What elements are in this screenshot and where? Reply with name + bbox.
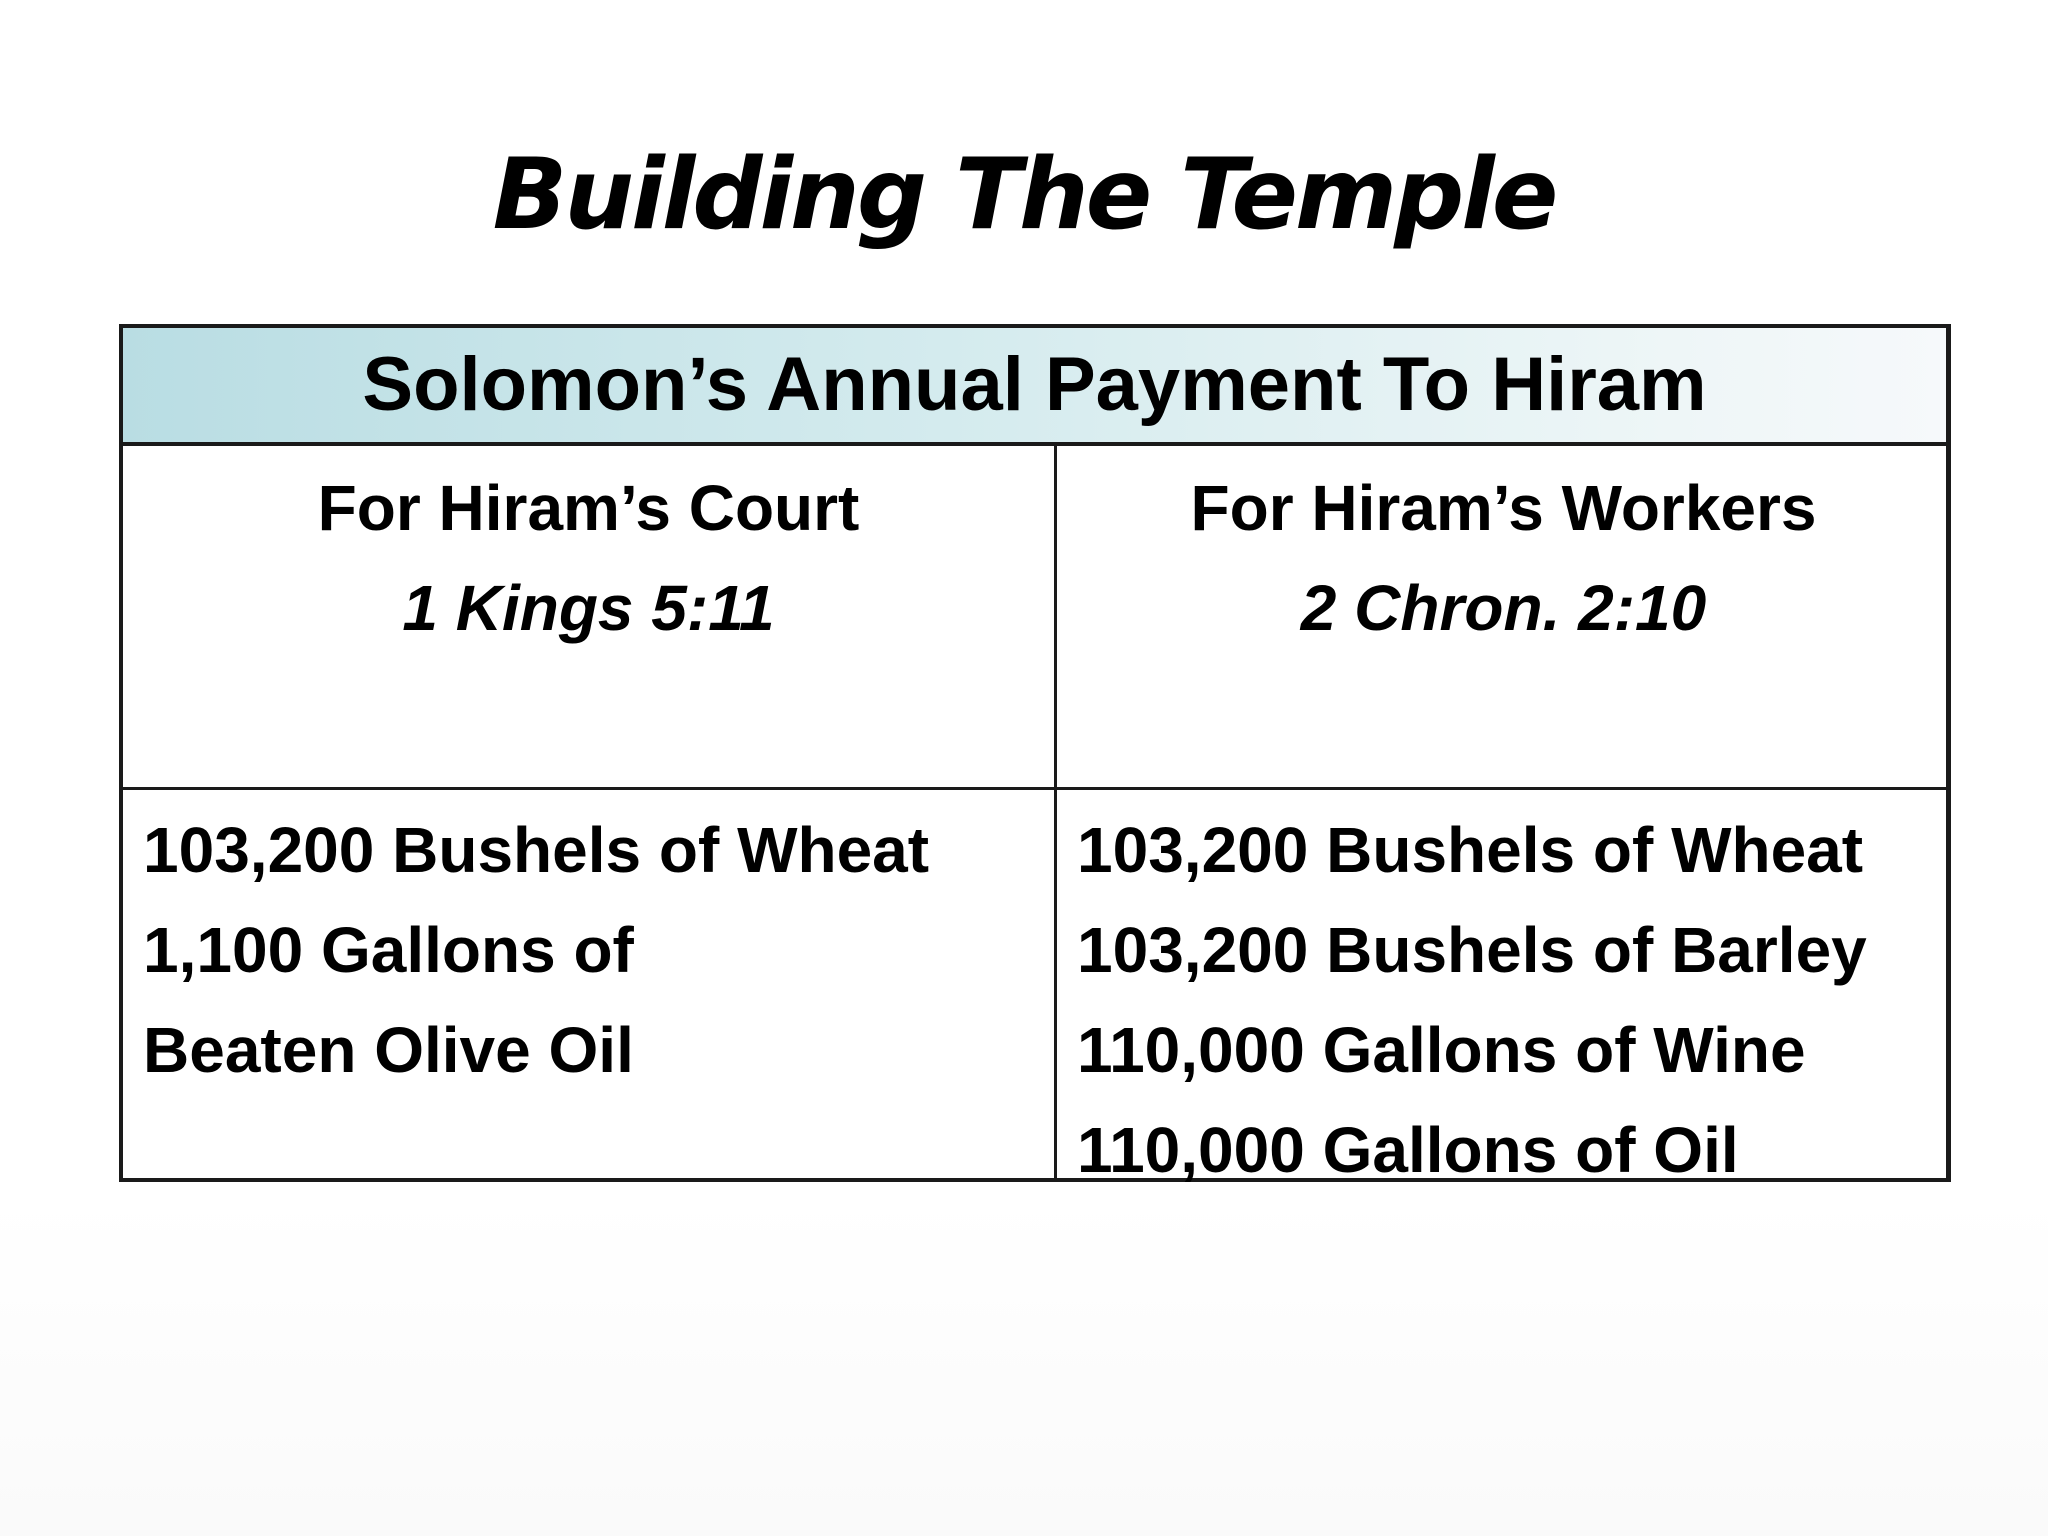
row-divider [123, 787, 1946, 790]
table-header-text: Solomon’s Annual Payment To Hiram [362, 342, 1707, 427]
workers-item: 110,000 Gallons of Oil [1077, 1114, 1739, 1186]
table-header [123, 328, 1946, 446]
workers-item: 103,200 Bushels of Wheat [1077, 814, 1864, 886]
court-item: 103,200 Bushels of Wheat [143, 814, 930, 886]
workers-items [1077, 800, 1947, 1200]
workers-column-heading [1057, 458, 1950, 658]
court-column-heading [123, 458, 1054, 658]
court-items [143, 800, 1048, 1100]
workers-item: 110,000 Gallons of Wine [1077, 1014, 1806, 1086]
workers-item: 103,200 Bushels of Barley [1077, 914, 1867, 986]
payment-table [119, 324, 1951, 1186]
workers-heading: For Hiram’s Workers [1190, 472, 1817, 544]
court-item: 1,100 Gallons of [143, 914, 634, 986]
workers-reference: 2 Chron. 2:10 [1300, 572, 1707, 644]
slide-title: Building The Temple [492, 138, 1556, 252]
court-item: Beaten Olive Oil [143, 1014, 634, 1086]
court-heading: For Hiram’s Court [317, 472, 860, 544]
court-reference: 1 Kings 5:11 [402, 572, 775, 644]
